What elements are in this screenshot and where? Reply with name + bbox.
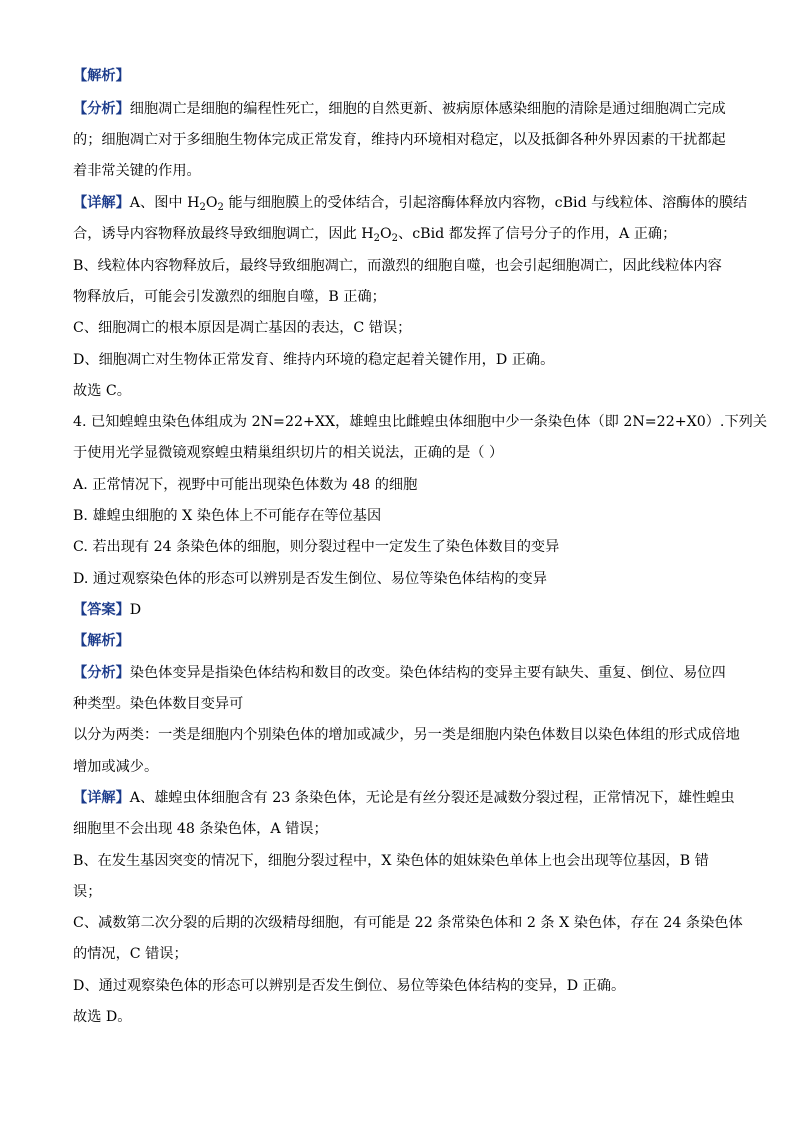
detail-paragraph-line: D、细胞凋亡对生物体正常发育、维持内环境的稳定起着关键作用，D 正确。 <box>73 352 555 368</box>
analysis-paragraph-line: 【分析】染色体变异是指染色体结构和数目的改变。染色体结构的变异主要有缺失、重复、倒位、易位四 <box>73 665 726 681</box>
analysis-label: 【分析】 <box>73 665 130 681</box>
detail-label: 【详解】 <box>73 790 130 806</box>
analysis-paragraph-line: 着非常关键的作用。 <box>73 163 201 179</box>
answer-value: D <box>129 602 142 618</box>
detail-paragraph-line: B、在发生基因突变的情况下，细胞分裂过程中，X 染色体的姐妹染色单体上也会出现等位基因，B 错 <box>73 853 709 869</box>
detail-paragraph-line: 的情况，C 错误； <box>73 946 188 962</box>
detail-paragraph-line: C、细胞凋亡的根本原因是凋亡基因的表达，C 错误； <box>73 320 412 336</box>
question-stem: 于使用光学显微镜观察蝗虫精巢组织切片的相关说法，正确的是（ ） <box>73 445 504 461</box>
detail-paragraph-line: 物释放后，可能会引发激烈的细胞自噬，B 正确； <box>73 289 386 305</box>
analysis-heading: 【解析】 <box>73 68 130 84</box>
analysis-paragraph-line: 种类型。染色体数目变异可 <box>73 696 244 712</box>
question-stem: 4. 已知蝗蝗虫染色体组成为 2N=22+XX，雄蝗虫比雌蝗虫体细胞中少一条染色体（即 2N=22+X0）.下列关 <box>73 414 768 430</box>
detail-paragraph-line: B、线粒体内容物释放后，最终导致细胞凋亡，而激烈的细胞自噬，也会引起细胞凋亡，因此线粒体内容 <box>73 258 722 274</box>
conclusion-line: 故选 C。 <box>73 383 131 399</box>
option-b: B. 雄蝗虫细胞的 X 染色体上不可能存在等位基因 <box>73 508 382 524</box>
detail-paragraph-line: 误； <box>73 884 102 900</box>
analysis-heading: 【解析】 <box>73 633 130 649</box>
detail-paragraph-line: C、减数第二次分裂的后期的次级精母细胞，有可能是 22 条常染色体和 2 条 X 染色体，存在 24 条染色体 <box>73 915 743 931</box>
analysis-paragraph-line: 【分析】细胞凋亡是细胞的编程性死亡，细胞的自然更新、被病原体感染细胞的清除是通过细胞凋亡完成 <box>73 101 726 117</box>
detail-paragraph-line: D、通过观察染色体的形态可以辨别是否发生倒位、易位等染色体结构的变异，D 正确。 <box>73 978 626 994</box>
option-a: A. 正常情况下，视野中可能出现染色体数为 48 的细胞 <box>73 477 418 493</box>
detail-paragraph-line: 合，诱导内容物释放最终导致细胞调亡，因此 $H_2O_2$、cBid 都发挥了信号分子的作用，A 正确； <box>73 226 677 244</box>
analysis-paragraph-line: 增加或减少。 <box>73 759 159 775</box>
analysis-paragraph-line: 以分为两类：一类是细胞内个别染色体的增加或减少，另一类是细胞内染色体数目以染色体组的形式成倍地 <box>73 727 740 743</box>
answer-label: 【答案】 <box>73 602 130 618</box>
detail-paragraph-line: 【详解】A、雄蝗虫体细胞含有 23 条染色体，无论是有丝分裂还是减数分裂过程，正常情况下，雄性蝗虫 <box>73 790 735 806</box>
option-d: D. 通过观察染色体的形态可以辨别是否发生倒位、易位等染色体结构的变异 <box>73 571 547 587</box>
detail-label: 【详解】 <box>73 195 130 211</box>
detail-paragraph-line: 【详解】A、图中 $H_2O_2$ 能与细胞膜上的受体结合，引起溶酶体释放内容物，cBid 与线粒体、溶酶体的膜结 <box>73 195 748 213</box>
answer-line <box>73 600 723 620</box>
conclusion-line: 故选 D。 <box>73 1009 132 1025</box>
detail-paragraph-line: 细胞里不会出现 48 条染色体，A 错误； <box>73 821 328 837</box>
analysis-label: 【分析】 <box>73 101 130 117</box>
option-c: C. 若出现有 24 条染色体的细胞，则分裂过程中一定发生了染色体数目的变异 <box>73 539 560 555</box>
analysis-paragraph-line: 的；细胞凋亡对于多细胞生物体完成正常发育，维持内环境相对稳定，以及抵御各种外界因素的干扰都起 <box>73 132 726 148</box>
